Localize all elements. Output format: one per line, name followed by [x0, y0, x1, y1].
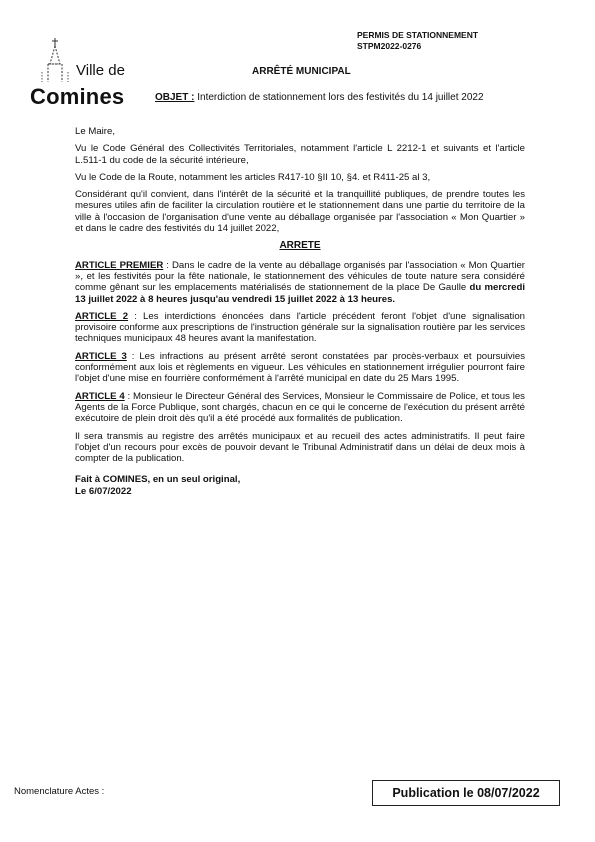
- article-premier-text: : Dans le cadre de la vente au déballage organisés par l'association « Mon Quartier », et les festivités pour la fête nationale, le stationnement des véhicules de toute nature sera considéré comme gênant sur les emplacements matérialisés de stationnement de la place De Gaulle: [75, 259, 525, 294]
- article-premier-label: ARTICLE PREMIER: [75, 259, 164, 271]
- article-4: [75, 391, 525, 425]
- transmission-notice: Il sera transmis au registre des arrêtés municipaux et au recueil des actes administratifs. Il peut faire l'objet d'un recours pour excès de pouvoir devant le Tribunal Administratif dans un délai de deux mois à compter de la publication.: [75, 430, 525, 465]
- publication-stamp: [372, 780, 560, 806]
- objet-text: Interdiction de stationnement lors des festivités du 14 juillet 2022: [194, 92, 484, 103]
- article-3-label: ARTICLE 3: [75, 350, 127, 362]
- vu-code-route: Vu le Code de la Route, notamment les articles R417-10 §II 10, §4. et R411-25 al 3,: [75, 171, 431, 183]
- article-4-label: ARTICLE 4: [75, 390, 125, 402]
- logo-ville-de: Ville de: [76, 62, 125, 79]
- logo-comines: Comines: [30, 84, 125, 109]
- le-maire: Le Maire,: [75, 126, 115, 137]
- signature-fait: Fait à COMINES, en un seul original,: [75, 474, 241, 486]
- signature-date: Le 6/07/2022: [75, 485, 132, 497]
- permis-reference: STPM2022-0276: [357, 41, 422, 51]
- document-body: [75, 126, 525, 497]
- document-title: ARRÊTÉ MUNICIPAL: [252, 66, 351, 77]
- nomenclature-actes: Nomenclature Actes :: [14, 786, 105, 797]
- considerant: Considérant qu'il convient, dans l'intérêt de la sécurité et la tranquillité publiques, de prendre toutes les mesures utiles afin de faciliter la circulation routière et le stationnement dans une partie du territoire de la ville à l'occasion de l'organisation d'une vente au déballage organisée par l'association « Mon Quartier » et dans le cadre des festivités du 14 juillet 2022,: [75, 189, 525, 235]
- article-3: [75, 351, 525, 385]
- city-logo: [28, 38, 138, 110]
- article-3-text: : Les infractions au présent arrêté seront constatées par procès-verbaux et poursuivies conformément aux lois et règlements en vigueur. Les véhicules en stationnement irrégulier pourront faire l'objet d'une mise en fourrière conformément à l'arrêté municipal en date du 25 Mars 1995.: [75, 350, 525, 385]
- objet-line: [155, 92, 515, 104]
- article-2-label: ARTICLE 2: [75, 310, 129, 322]
- publication-date: Publication le 08/07/2022: [392, 786, 540, 800]
- church-spire-icon: [38, 38, 72, 84]
- objet-label: OBJET :: [155, 92, 195, 103]
- vu-cgct: Vu le Code Général des Collectivités Territoriales, notamment l'article L 2212-1 et suivants et l'article L.511-1 du code de la sécurité intérieure,: [75, 143, 525, 166]
- article-premier: [75, 260, 525, 305]
- arrete-heading: ARRETE: [279, 240, 321, 252]
- article-2: [75, 311, 525, 345]
- permis-title: PERMIS DE STATIONNEMENT: [357, 30, 479, 40]
- permis-header: [357, 30, 478, 52]
- article-4-text: : Monsieur le Directeur Général des Services, Monsieur le Commissaire de Police, et tous les Agents de la Force Publique, sont chargés, chacun en ce qui le concerne de l'exécution du présent arrêté exécutoire de plein droit dès qu'il a été procédé aux formalités de publication.: [75, 390, 525, 425]
- article-premier-dates: du mercredi 13 juillet 2022 à 8 heures jusqu'au vendredi 15 juillet 2022 à 13 heures.: [75, 282, 525, 305]
- article-2-text: : Les interdictions énoncées dans l'article précédent feront l'objet d'une signalisation provisoire conforme aux prescriptions de l'instruction générale sur la signalisation routière par les services techniques municipaux 48 heures avant la manifestation.: [75, 310, 525, 345]
